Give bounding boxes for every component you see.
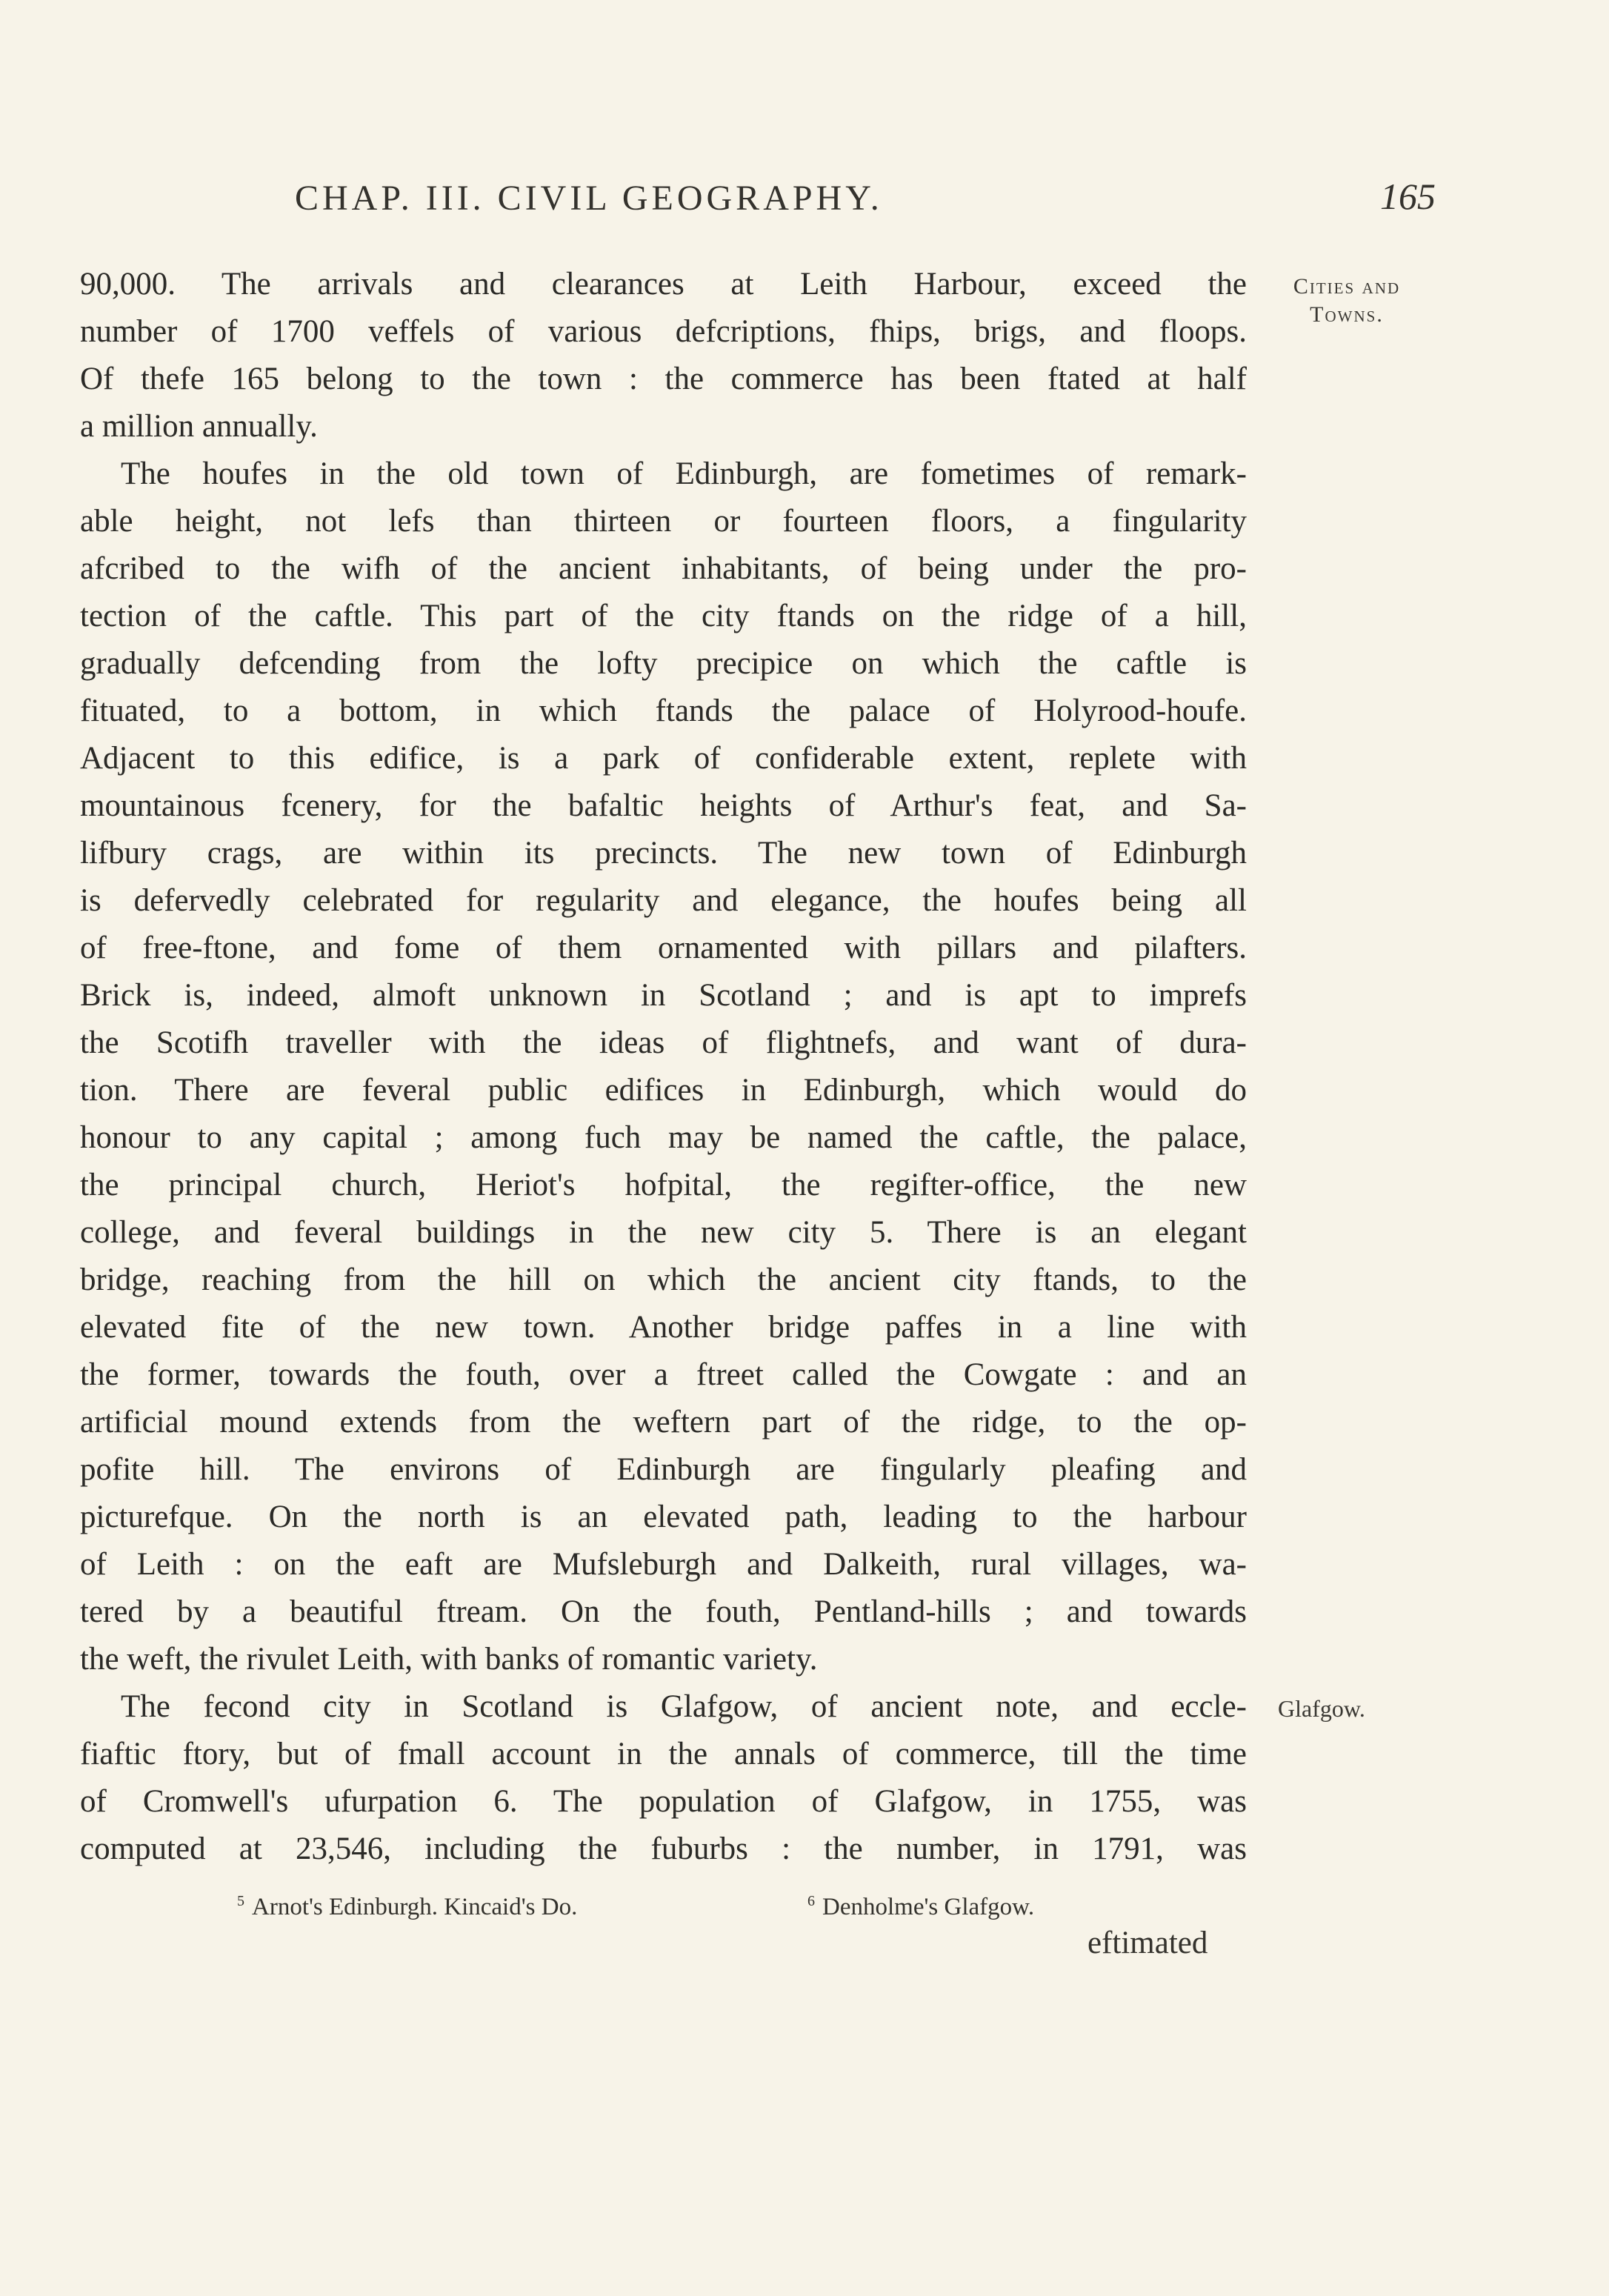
- text-line: the weft, the rivulet Leith, with banks of romantic variety.: [80, 1642, 818, 1677]
- text-line: pofite hill. The environs of Edinburgh are fingularly pleafing and: [80, 1452, 1247, 1487]
- text-line: college, and feveral buildings in the new city 5. There is an elegant: [80, 1215, 1247, 1250]
- running-head: [295, 178, 1436, 230]
- text-line: mountainous fcenery, for the bafaltic heights of Arthur's feat, and Sa-: [80, 788, 1247, 823]
- text-line: the Scotifh traveller with the ideas of flightnefs, and want of dura-: [80, 1025, 1247, 1060]
- running-title: CHAP. III. CIVIL GEOGRAPHY.: [295, 179, 883, 218]
- text-line: Adjacent to this edifice, is a park of confiderable extent, replete with: [80, 741, 1247, 776]
- text-line: of free-ftone, and fome of them ornamented with pillars and pilafters.: [80, 931, 1247, 965]
- footnote-mark: 5: [237, 1893, 244, 1909]
- text-line: the principal church, Heriot's hofpital, the regifter-office, the new: [80, 1168, 1247, 1202]
- text-line: is defervedly celebrated for regularity and elegance, the houfes being all: [80, 883, 1247, 918]
- footnote: [807, 1893, 1034, 1921]
- text-line: the former, towards the fouth, over a ftreet called the Cowgate : and an: [80, 1357, 1247, 1392]
- text-line: honour to any capital ; among fuch may be named the caftle, the palace,: [80, 1120, 1247, 1155]
- footnote: [237, 1893, 577, 1921]
- text-line: computed at 23,546, including the fuburbs : the number, in 1791, was: [80, 1831, 1247, 1866]
- body-text: [80, 261, 1247, 1873]
- text-line: elevated fite of the new town. Another bridge paffes in a line with: [80, 1310, 1247, 1345]
- margin-note-cities-and-towns: Cities and Towns.: [1293, 274, 1401, 327]
- footnote-text: Denholme's Glafgow.: [822, 1894, 1035, 1920]
- text-line: The fecond city in Scotland is Glafgow, of ancient note, and eccle-: [121, 1689, 1247, 1724]
- text-line: fituated, to a bottom, in which ftands the palace of Holyrood-houfe.: [80, 693, 1247, 728]
- text-line: afcribed to the wifh of the ancient inhabitants, of being under the pro-: [80, 551, 1247, 586]
- text-line: of Cromwell's ufurpation 6. The population of Glafgow, in 1755, was: [80, 1784, 1247, 1819]
- text-line: tion. There are feveral public edifices in Edinburgh, which would do: [80, 1073, 1247, 1108]
- page-number: 165: [1380, 176, 1436, 217]
- margin-note-glasgow: Glafgow.: [1278, 1695, 1365, 1722]
- text-line: number of 1700 veffels of various defcriptions, fhips, brigs, and floops.: [80, 314, 1247, 349]
- text-line: 90,000. The arrivals and clearances at Leith Harbour, exceed the: [80, 267, 1247, 302]
- catchword: eftimated: [1087, 1926, 1208, 1960]
- text-line: picturefque. On the north is an elevated path, leading to the harbour: [80, 1500, 1247, 1534]
- text-line: bridge, reaching from the hill on which the ancient city ftands, to the: [80, 1262, 1247, 1297]
- footnote-mark: 6: [807, 1893, 815, 1909]
- text-line: Of thefe 165 belong to the town : the commerce has been ftated at half: [80, 362, 1247, 396]
- text-line: of Leith : on the eaft are Mufsleburgh and Dalkeith, rural villages, wa-: [80, 1547, 1247, 1582]
- text-line: lifbury crags, are within its precincts. The new town of Edinburgh: [80, 836, 1247, 871]
- text-line: The houfes in the old town of Edinburgh, are fometimes of remark-: [121, 456, 1247, 491]
- text-line: gradually defcending from the lofty precipice on which the caftle is: [80, 646, 1247, 681]
- text-line: Brick is, indeed, almoft unknown in Scotland ; and is apt to imprefs: [80, 978, 1247, 1013]
- text-line: fiaftic ftory, but of fmall account in the annals of commerce, till the time: [80, 1737, 1247, 1771]
- text-line: artificial mound extends from the weftern part of the ridge, to the op-: [80, 1405, 1247, 1440]
- text-line: able height, not lefs than thirteen or fourteen floors, a fingularity: [80, 504, 1247, 539]
- text-line: tered by a beautiful ftream. On the fouth, Pentland-hills ; and towards: [80, 1594, 1247, 1629]
- text-line: tection of the caftle. This part of the city ftands on the ridge of a hill,: [80, 599, 1247, 633]
- text-line: a million annually.: [80, 409, 318, 444]
- footnote-text: Arnot's Edinburgh. Kincaid's Do.: [252, 1894, 578, 1920]
